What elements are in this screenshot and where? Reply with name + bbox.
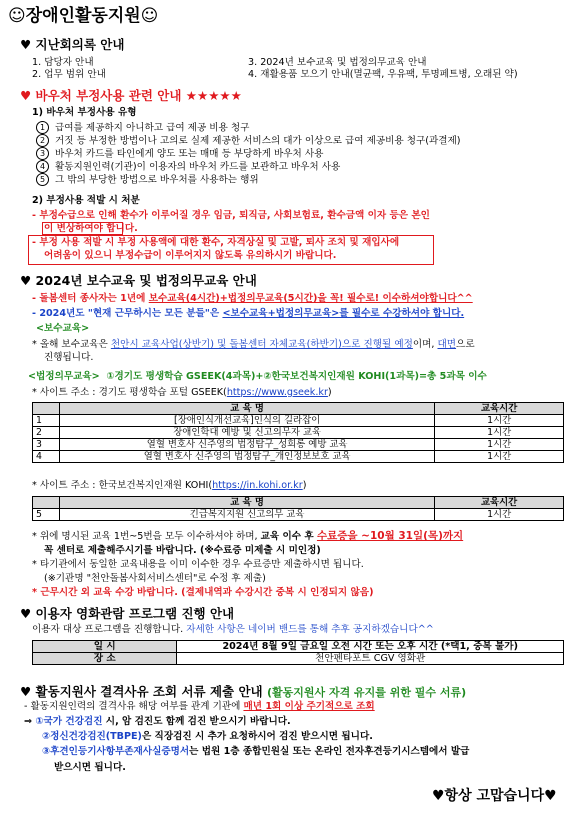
movie-intro: 이용자 대상 프로그램을 진행합니다. 자세한 사항은 네이버 밴드를 통해 추후 공지하겠습니다^^ bbox=[32, 624, 434, 635]
education-note: * 타기관에서 동일한 교육내용을 이미 이수한 경우 수료증만 제출하시면 됩니다. bbox=[32, 559, 364, 570]
education-note: * 근무시간 외 교육 수강 바랍니다. (결제내역과 수강시간 중복 시 인정되지 않음) bbox=[32, 587, 374, 598]
section-voucher-heading: ♥ 바우처 부정사용 관련 안내 ★★★★★ bbox=[20, 88, 242, 103]
table-row: 3 열혈 변호사 신주영의 법정탐구_성희롱 예방 교육 1시간 bbox=[33, 439, 564, 451]
circled-number: 1 bbox=[36, 121, 49, 134]
site-address: * 사이트 주소 : 한국보건복지인재원 KOHI(https://in.kohi.or.kr) bbox=[32, 480, 307, 491]
table-row: 5 긴급복지지원 신고의무 교육 1시간 bbox=[33, 509, 564, 521]
voucher-type-item: 5 그 밖의 부당한 방법으로 바우처를 사용하는 행위 bbox=[36, 173, 259, 187]
table-header: 교육시간 bbox=[435, 403, 564, 415]
circled-number: 2 bbox=[36, 134, 49, 147]
disqualification-line: ②정신건강검진(TBPE)은 직장검진 시 추가 요청하시어 검진 받으시면 됩니다. bbox=[42, 731, 373, 742]
disqualification-line: - 활동지원인력의 결격사유 해당 여부를 관계 기관에 매년 1회 이상 주기적으로 조회 bbox=[24, 701, 375, 712]
circled-number: 5 bbox=[36, 173, 49, 186]
table-header: 교육시간 bbox=[435, 497, 564, 509]
minutes-item: 1. 담당자 안내 bbox=[32, 57, 94, 68]
kohi-link[interactable]: https://in.kohi.or.kr bbox=[212, 480, 303, 491]
voucher-penalty-subheading: 2) 부정사용 적발 시 처분 bbox=[32, 195, 140, 206]
section-disqualification-heading: ♥ 활동지원사 결격사유 조회 서류 제출 안내 (활동지원사 자격 유지를 위한 필수 서류) bbox=[20, 684, 467, 699]
minutes-item: 3. 2024년 보수교육 및 법정의무교육 안내 bbox=[248, 57, 427, 68]
gseek-course-table bbox=[32, 402, 564, 463]
penalty-line: - 부정수급으로 인해 환수가 이루어질 경우 임금, 퇴직금, 사회보험료, 환수금액 이자 등은 본인 bbox=[32, 210, 430, 221]
kohi-course-table bbox=[32, 496, 564, 521]
disqualification-line: 받으시면 됩니다. bbox=[54, 762, 126, 773]
table-row: 1 [장애인식개선교육]인식의 길라잡이 1시간 bbox=[33, 415, 564, 427]
education-note: (※기관명 "천안돌봄사회서비스센터"로 수정 후 제출) bbox=[44, 573, 266, 584]
circled-number: 3 bbox=[36, 147, 49, 160]
closing-message: ♥항상 고맙습니다♥ bbox=[432, 788, 557, 804]
penalty-line: 어려움이 있으니 부정수급이 이루어지지 않도록 유의하시기 바랍니다. bbox=[44, 250, 337, 261]
voucher-types-subheading: 1) 바우처 부정사용 유형 bbox=[32, 107, 137, 118]
minutes-item: 4. 재활용품 모으기 안내(멸균팩, 우유팩, 투명페트병, 오래된 약) bbox=[248, 69, 518, 80]
disqualification-line: ⇒ ①국가 건강검진 시, 암 검진도 함께 검진 받으시기 바랍니다. bbox=[24, 716, 291, 727]
section-education-heading: ♥ 2024년 보수교육 및 법정의무교육 안내 bbox=[20, 273, 257, 288]
site-address: * 사이트 주소 : 경기도 평생학습 포털 GSEEK(https://www.gseek.kr) bbox=[32, 387, 332, 398]
disqualification-line: ③후견인등기사항부존재사실증명서는 법원 1층 종합민원실 또는 온라인 전자후견등기시스템에서 발급 bbox=[42, 746, 470, 757]
table-header: 교 육 명 bbox=[59, 497, 434, 509]
legal-education-line: <법정의무교육> ①경기도 평생학습 GSEEK(4과목)+②한국보건복지인재원 KOHI(1과목)=총 5과목 이수 bbox=[28, 371, 487, 382]
table-row: 일 시 2024년 8월 9일 금요일 오전 시간 또는 오후 시간 (*택1, 중복 불가) bbox=[33, 641, 564, 653]
bosu-description: * 올해 보수교육은 천안시 교육사업(상반기) 및 돌봄센터 자체교육(하반기)으로 진행될 예정이며, 대면으로 bbox=[32, 339, 475, 350]
table-header bbox=[33, 497, 60, 509]
table-row: 장 소 천안펜타포트 CGV 영화관 bbox=[33, 653, 564, 665]
education-requirement-line: - 2024년도 "현재 근무하시는 모든 분들"은 <보수교육+법정의무교육>를 필수로 수강하셔야 합니다. bbox=[32, 308, 465, 319]
education-requirement-line: - 돌봄센터 종사자는 1년에 보수교육(4시간)+법정의무교육(5시간)을 꼭! 필수로! 이수하셔야합니다^^ bbox=[32, 293, 473, 304]
table-row: 2 장애인학대 예방 및 신고의무자 교육 1시간 bbox=[33, 427, 564, 439]
penalty-line: 이 변상하여야 합니다. bbox=[44, 223, 138, 234]
highlight-box bbox=[42, 222, 123, 235]
section-movie-heading: ♥ 이용자 영화관람 프로그램 진행 안내 bbox=[20, 606, 235, 621]
voucher-type-item: 1 급여를 제공하지 아니하고 급여 제공 비용 청구 bbox=[36, 121, 249, 135]
minutes-item: 2. 업무 범위 안내 bbox=[32, 69, 106, 80]
highlight-box bbox=[28, 235, 434, 265]
bosu-description: 진행됩니다. bbox=[44, 352, 94, 363]
voucher-type-item: 2 거짓 등 부정한 방법이나 고의로 실제 제공한 서비스의 대가 이상으로 급여 제공비용 청구(과결제) bbox=[36, 134, 461, 148]
circled-number: 4 bbox=[36, 160, 49, 173]
page-title: ☺장애인활동지원☺ bbox=[8, 6, 159, 26]
voucher-type-item: 4 활동지원인력(기관)이 이용자의 바우처 카드를 보관하고 바우처 사용 bbox=[36, 160, 340, 174]
voucher-type-item: 3 바우처 카드를 타인에게 양도 또는 매매 등 부당하게 바우처 사용 bbox=[36, 147, 323, 161]
table-row: 4 열혈 변호사 신주영의 법정탐구_개인정보보호 교육 1시간 bbox=[33, 451, 564, 463]
education-note: 꼭 센터로 제출해주시기를 바랍니다. (※수료증 미제출 시 미인정) bbox=[44, 545, 321, 556]
gseek-link[interactable]: https://www.gseek.kr bbox=[226, 387, 328, 398]
bosu-label: <보수교육> bbox=[36, 323, 90, 334]
education-note: * 위에 명시된 교육 1번~5번을 모두 이수하셔야 하며, 교육 이수 후 수료증을 ~10월 31일(목)까지 bbox=[32, 530, 464, 542]
penalty-line: - 부정 사용 적발 시 부정 사용액에 대한 환수, 자격상실 및 고발, 퇴사 조치 및 재입사에 bbox=[32, 237, 400, 248]
section-minutes-heading: ♥ 지난회의록 안내 bbox=[20, 37, 125, 52]
table-header bbox=[33, 403, 60, 415]
table-header: 교 육 명 bbox=[59, 403, 434, 415]
movie-info-table bbox=[32, 640, 564, 665]
